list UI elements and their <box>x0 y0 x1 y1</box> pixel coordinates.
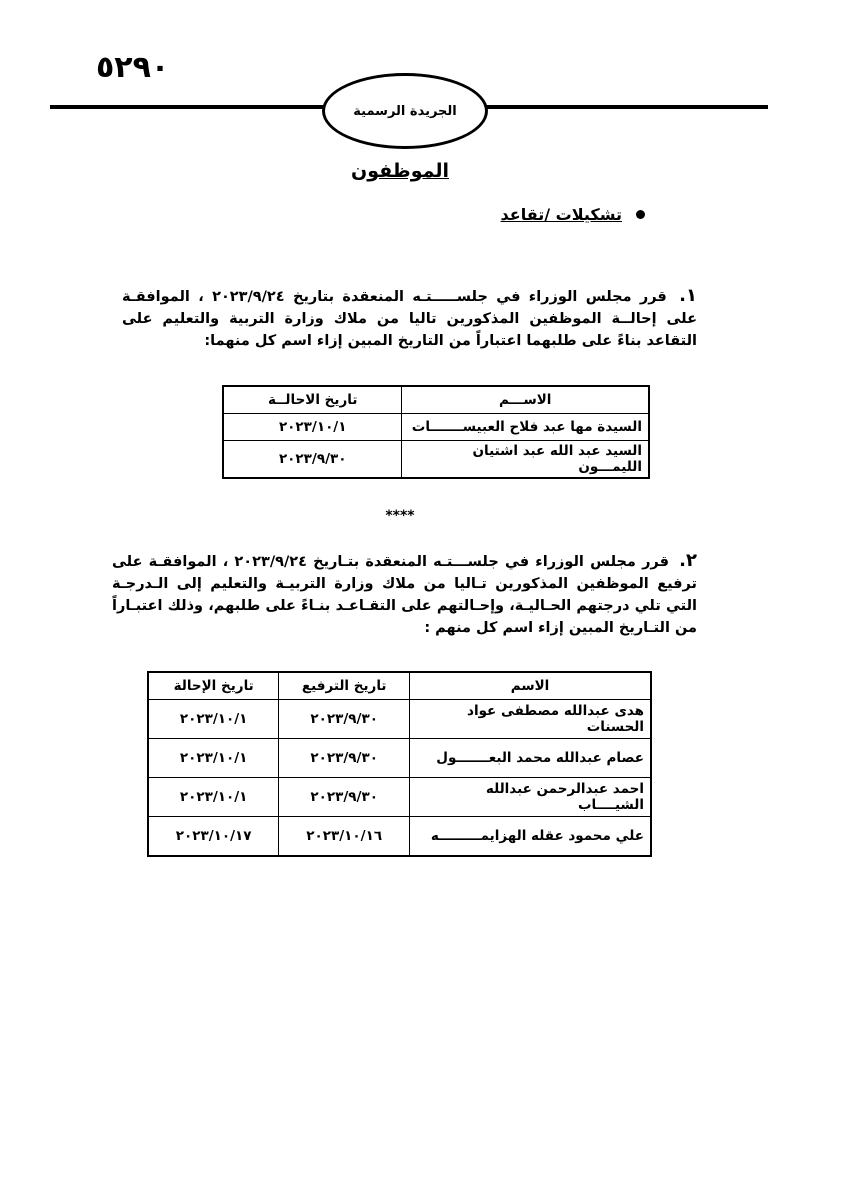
table-header-row <box>148 672 651 700</box>
cell-promotion-date: ٢٠٢٣/١٠/١٦ <box>279 817 410 857</box>
table-row <box>148 700 651 739</box>
paragraph-2 <box>112 550 697 639</box>
table-row <box>223 414 649 441</box>
subsection-label: تشكيلات /تقاعد <box>500 205 622 224</box>
column-header-retirement-date: تاريخ الإحالة <box>148 672 279 700</box>
table-row <box>148 739 651 778</box>
paragraph-1 <box>122 285 697 352</box>
publication-oval <box>322 73 488 149</box>
table-row <box>148 778 651 817</box>
cell-name: احمد عبدالرحمن عبدالله الشيــــاب <box>410 778 651 817</box>
cell-name: السيد عبد الله عبد اشتيان الليمـــون <box>402 441 649 479</box>
publication-name: الجريدة الرسمية <box>353 103 457 119</box>
column-header-name: الاسم <box>410 672 651 700</box>
column-header-promotion-date: تاريخ الترفيع <box>279 672 410 700</box>
cell-retirement-date: ٢٠٢٣/٩/٣٠ <box>223 441 402 479</box>
cell-retirement-date: ٢٠٢٣/١٠/١ <box>223 414 402 441</box>
cell-promotion-date: ٢٠٢٣/٩/٣٠ <box>279 778 410 817</box>
column-header-name: الاســـم <box>402 386 649 414</box>
paragraph-number: ١. <box>679 285 697 306</box>
cell-name: السيدة مها عبد فلاح العبيســـــــات <box>402 414 649 441</box>
column-header-retirement-date: تاريخ الاحالــة <box>223 386 402 414</box>
page-number: ٥٢٩٠ <box>96 50 170 85</box>
cell-name: عصام عبدالله محمد البعـــــــول <box>410 739 651 778</box>
cell-retirement-date: ٢٠٢٣/١٠/١ <box>148 700 279 739</box>
paragraph-text: قرر مجلس الوزراء في جلســـتـه المنعقدة بتـاريخ ٢٠٢٣/٩/٢٤ ، الموافقـة على ترفيع الموظفين المذكورين تـاليا من ملاك وزارة التربيـة والتعليم إلى الـدرجـة التي تلي درجتهم الحـاليـة، وإحـالتهم على التقـاعـد بنـاءً على طلبهم، وذلك اعتبـاراً من التـاريخ المبين إزاء اسم كل منهم : <box>112 554 697 636</box>
section-title: الموظفون <box>351 160 449 182</box>
paragraph-text: قرر مجلس الوزراء في جلســـــتـه المنعقدة بتاريخ ٢٠٢٣/٩/٢٤ ، الموافقـة على إحالــة الموظفين المذكورين تاليا من ملاك وزارة التربية والتعليم على التقاعد بناءً على طلبهما اعتباراً من التاريخ المبين إزاء اسم كل منهما: <box>122 289 697 349</box>
cell-name: علي محمود عقله الهزايمـــــــــه <box>410 817 651 857</box>
cell-promotion-date: ٢٠٢٣/٩/٣٠ <box>279 700 410 739</box>
promotion-retirement-table <box>147 671 652 857</box>
cell-retirement-date: ٢٠٢٣/١٠/١ <box>148 739 279 778</box>
retirement-table <box>222 385 650 479</box>
paragraph-number: ٢. <box>679 550 697 571</box>
cell-retirement-date: ٢٠٢٣/١٠/١ <box>148 778 279 817</box>
table-row <box>148 817 651 857</box>
separator: **** <box>385 508 415 524</box>
subsection-heading <box>501 205 645 224</box>
table-header-row <box>223 386 649 414</box>
cell-promotion-date: ٢٠٢٣/٩/٣٠ <box>279 739 410 778</box>
cell-retirement-date: ٢٠٢٣/١٠/١٧ <box>148 817 279 857</box>
cell-name: هدى عبدالله مصطفى عواد الحسنات <box>410 700 651 739</box>
bullet-icon <box>636 210 645 219</box>
table-row <box>223 441 649 479</box>
